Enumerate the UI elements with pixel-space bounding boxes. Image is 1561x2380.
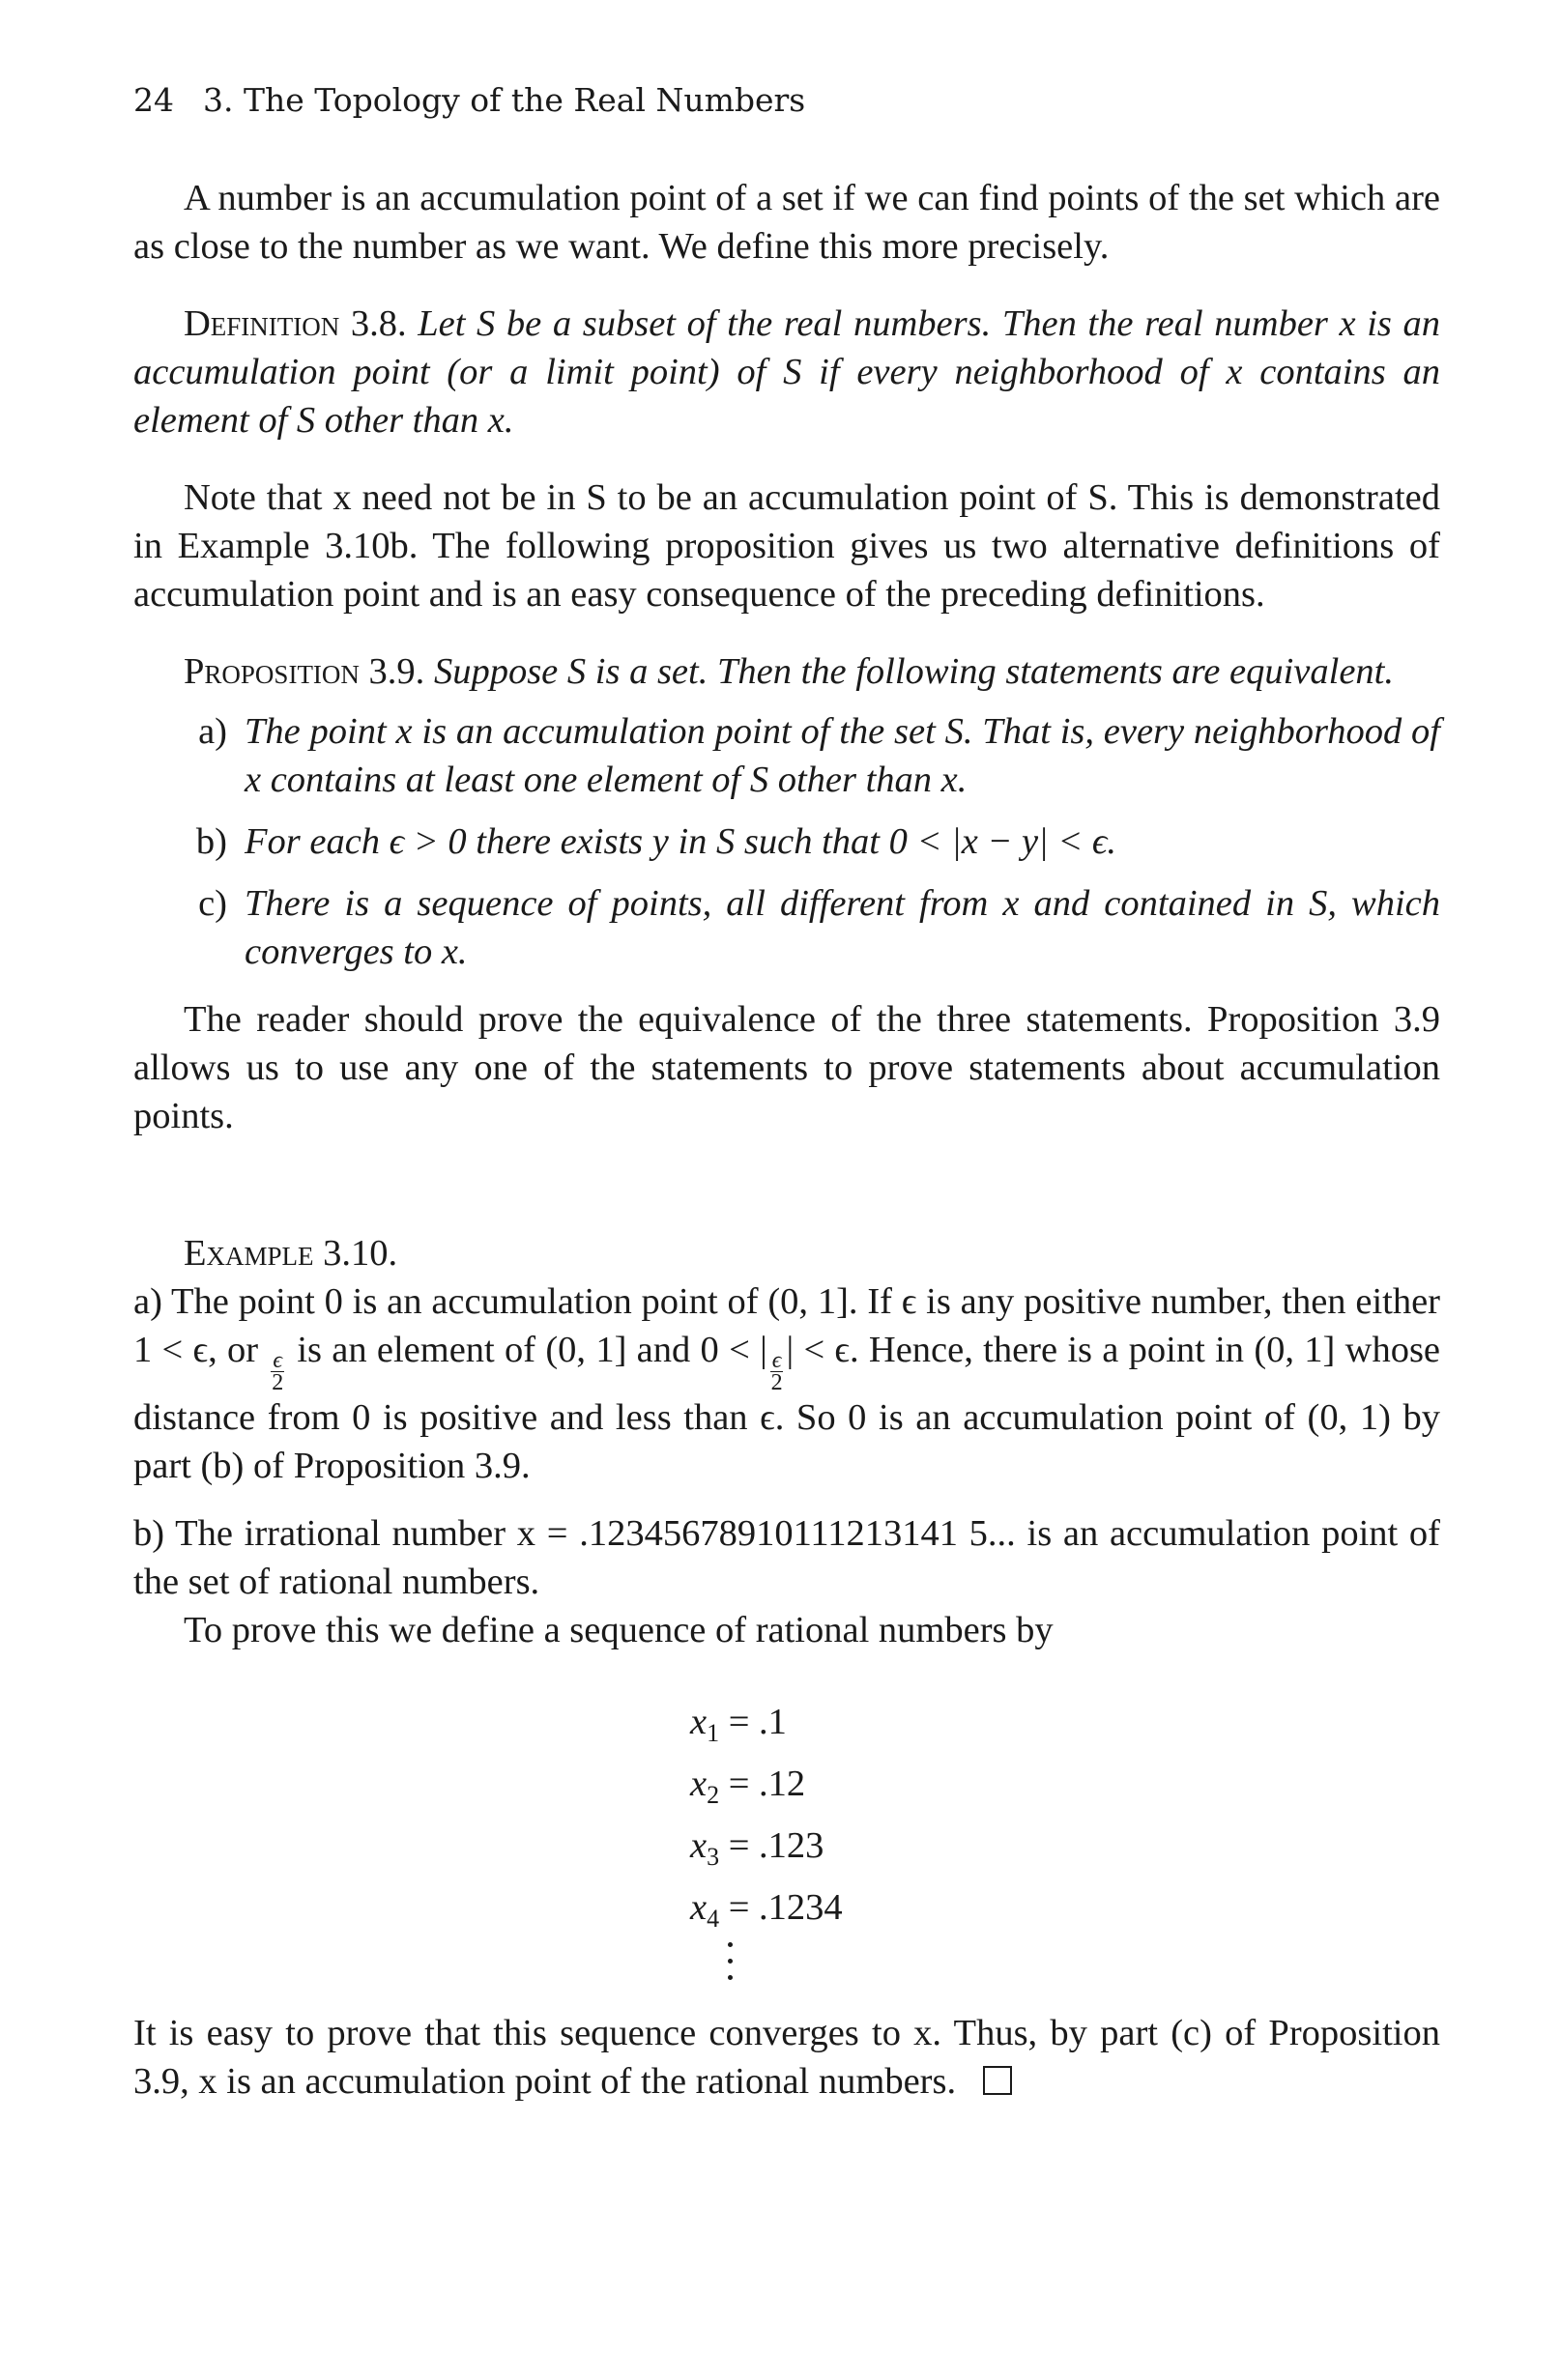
definition-label: Definition 3.8.	[184, 303, 407, 344]
running-title: 3. The Topology of the Real Numbers	[203, 81, 806, 119]
sequence-variable: x	[690, 1825, 708, 1866]
fraction-epsilon-half	[271, 1350, 284, 1393]
example-part-a	[133, 1277, 1440, 1490]
example-a-text-3: | < ϵ. Hence, there is a point in (0, 1] whose distance from 0 is positive and less than ϵ. So 0 is an accumulation point of (0, 1) by part (b) of Proposition 3.9.	[133, 1330, 1441, 1486]
vertical-ellipsis	[725, 1942, 735, 1980]
sequence-value: = .123	[728, 1825, 824, 1866]
page	[133, 0, 1440, 2380]
sequence-value: = .12	[728, 1763, 806, 1804]
item-text: The point x is an accumulation point of the set S. That is, every neighborhood of x contains at least one element of S other than x.	[245, 711, 1440, 800]
page-number: 24	[133, 81, 174, 119]
page-body	[133, 174, 1440, 2106]
definition-block	[133, 300, 1440, 444]
example-label-text: Example 3.10.	[184, 1233, 398, 1274]
proposition-item	[133, 707, 1440, 804]
example-part-b-lead: To prove this we define a sequence of rational numbers by	[184, 1610, 1054, 1650]
sequence-item	[690, 1815, 1038, 1877]
sequence-subscript: 1	[707, 1719, 720, 1747]
reader-paragraph: The reader should prove the equivalence of the three statements. Proposition 3.9 allows us to use any one of the statements to prove statements about accumulation points.	[133, 999, 1440, 1136]
definition-text: Let S be a subset of the real numbers. Then the real number x is an accumulation point (or a limit point) of S if every neighborhood of x contains an element of S other than x.	[133, 303, 1440, 441]
proposition-item	[133, 817, 1440, 866]
proposition-items	[133, 707, 1440, 976]
sequence-subscript: 2	[707, 1781, 720, 1809]
intro-paragraph: A number is an accumulation point of a set if we can find points of the set which are as close to the number as we want. We define this more precisely.	[133, 178, 1440, 267]
proposition-block	[133, 647, 1440, 696]
example-a-text-1: a) The point 0 is an accumulation point of (0, 1]. If ϵ is any positive number, then either 1 < ϵ, or	[133, 1281, 1440, 1370]
item-label: b)	[195, 821, 227, 862]
fraction-denominator: 2	[770, 1370, 783, 1395]
note-paragraph: Note that x need not be in S to be an accumulation point of S. This is demonstrated in Example 3.10b. The following proposition gives us two alternative definitions of accumulation point and is an easy consequence of the preceding definitions.	[133, 477, 1440, 615]
item-text: For each ϵ > 0 there exists y in S such that 0 < |x − y| < ϵ.	[245, 821, 1117, 862]
conclusion-text: It is easy to prove that this sequence converges to x. Thus, by part (c) of Proposition 3.9, x is an accumulation point of the rational numbers.	[133, 2013, 1440, 2102]
example-part-b: b) The irrational number x = .12345678910111213141 5... is an accumulation point of the set of rational numbers.	[133, 1513, 1440, 1602]
sequence-subscript: 3	[707, 1843, 720, 1871]
running-header	[133, 81, 1440, 120]
item-label: a)	[198, 711, 227, 752]
fraction-numerator: ϵ	[771, 1348, 782, 1373]
conclusion-paragraph	[133, 2009, 1440, 2106]
fraction-epsilon-half	[770, 1350, 784, 1393]
example-label	[133, 1229, 1440, 1277]
sequence-variable: x	[690, 1763, 708, 1804]
proposition-text: Suppose S is a set. Then the following statements are equivalent.	[433, 651, 1394, 692]
sequence-list	[690, 1691, 1038, 1938]
sequence-variable: x	[690, 1702, 708, 1742]
fraction-denominator: 2	[272, 1370, 284, 1395]
sequence-item	[690, 1753, 1038, 1815]
proposition-label: Proposition 3.9.	[184, 651, 425, 692]
item-label: c)	[198, 883, 227, 924]
sequence-item	[690, 1877, 1038, 1938]
proposition-item	[133, 879, 1440, 976]
sequence-item	[690, 1691, 1038, 1753]
sequence-subscript: 4	[707, 1905, 720, 1933]
qed-square-icon	[983, 2066, 1012, 2095]
sequence-value: = .1	[728, 1702, 787, 1742]
item-text: There is a sequence of points, all different from x and contained in S, which converges to x.	[245, 883, 1440, 972]
sequence-value: = .1234	[728, 1887, 843, 1928]
sequence-variable: x	[690, 1887, 708, 1928]
example-a-text-2: is an element of (0, 1] and 0 < |	[297, 1330, 767, 1370]
fraction-numerator: ϵ	[273, 1348, 283, 1373]
